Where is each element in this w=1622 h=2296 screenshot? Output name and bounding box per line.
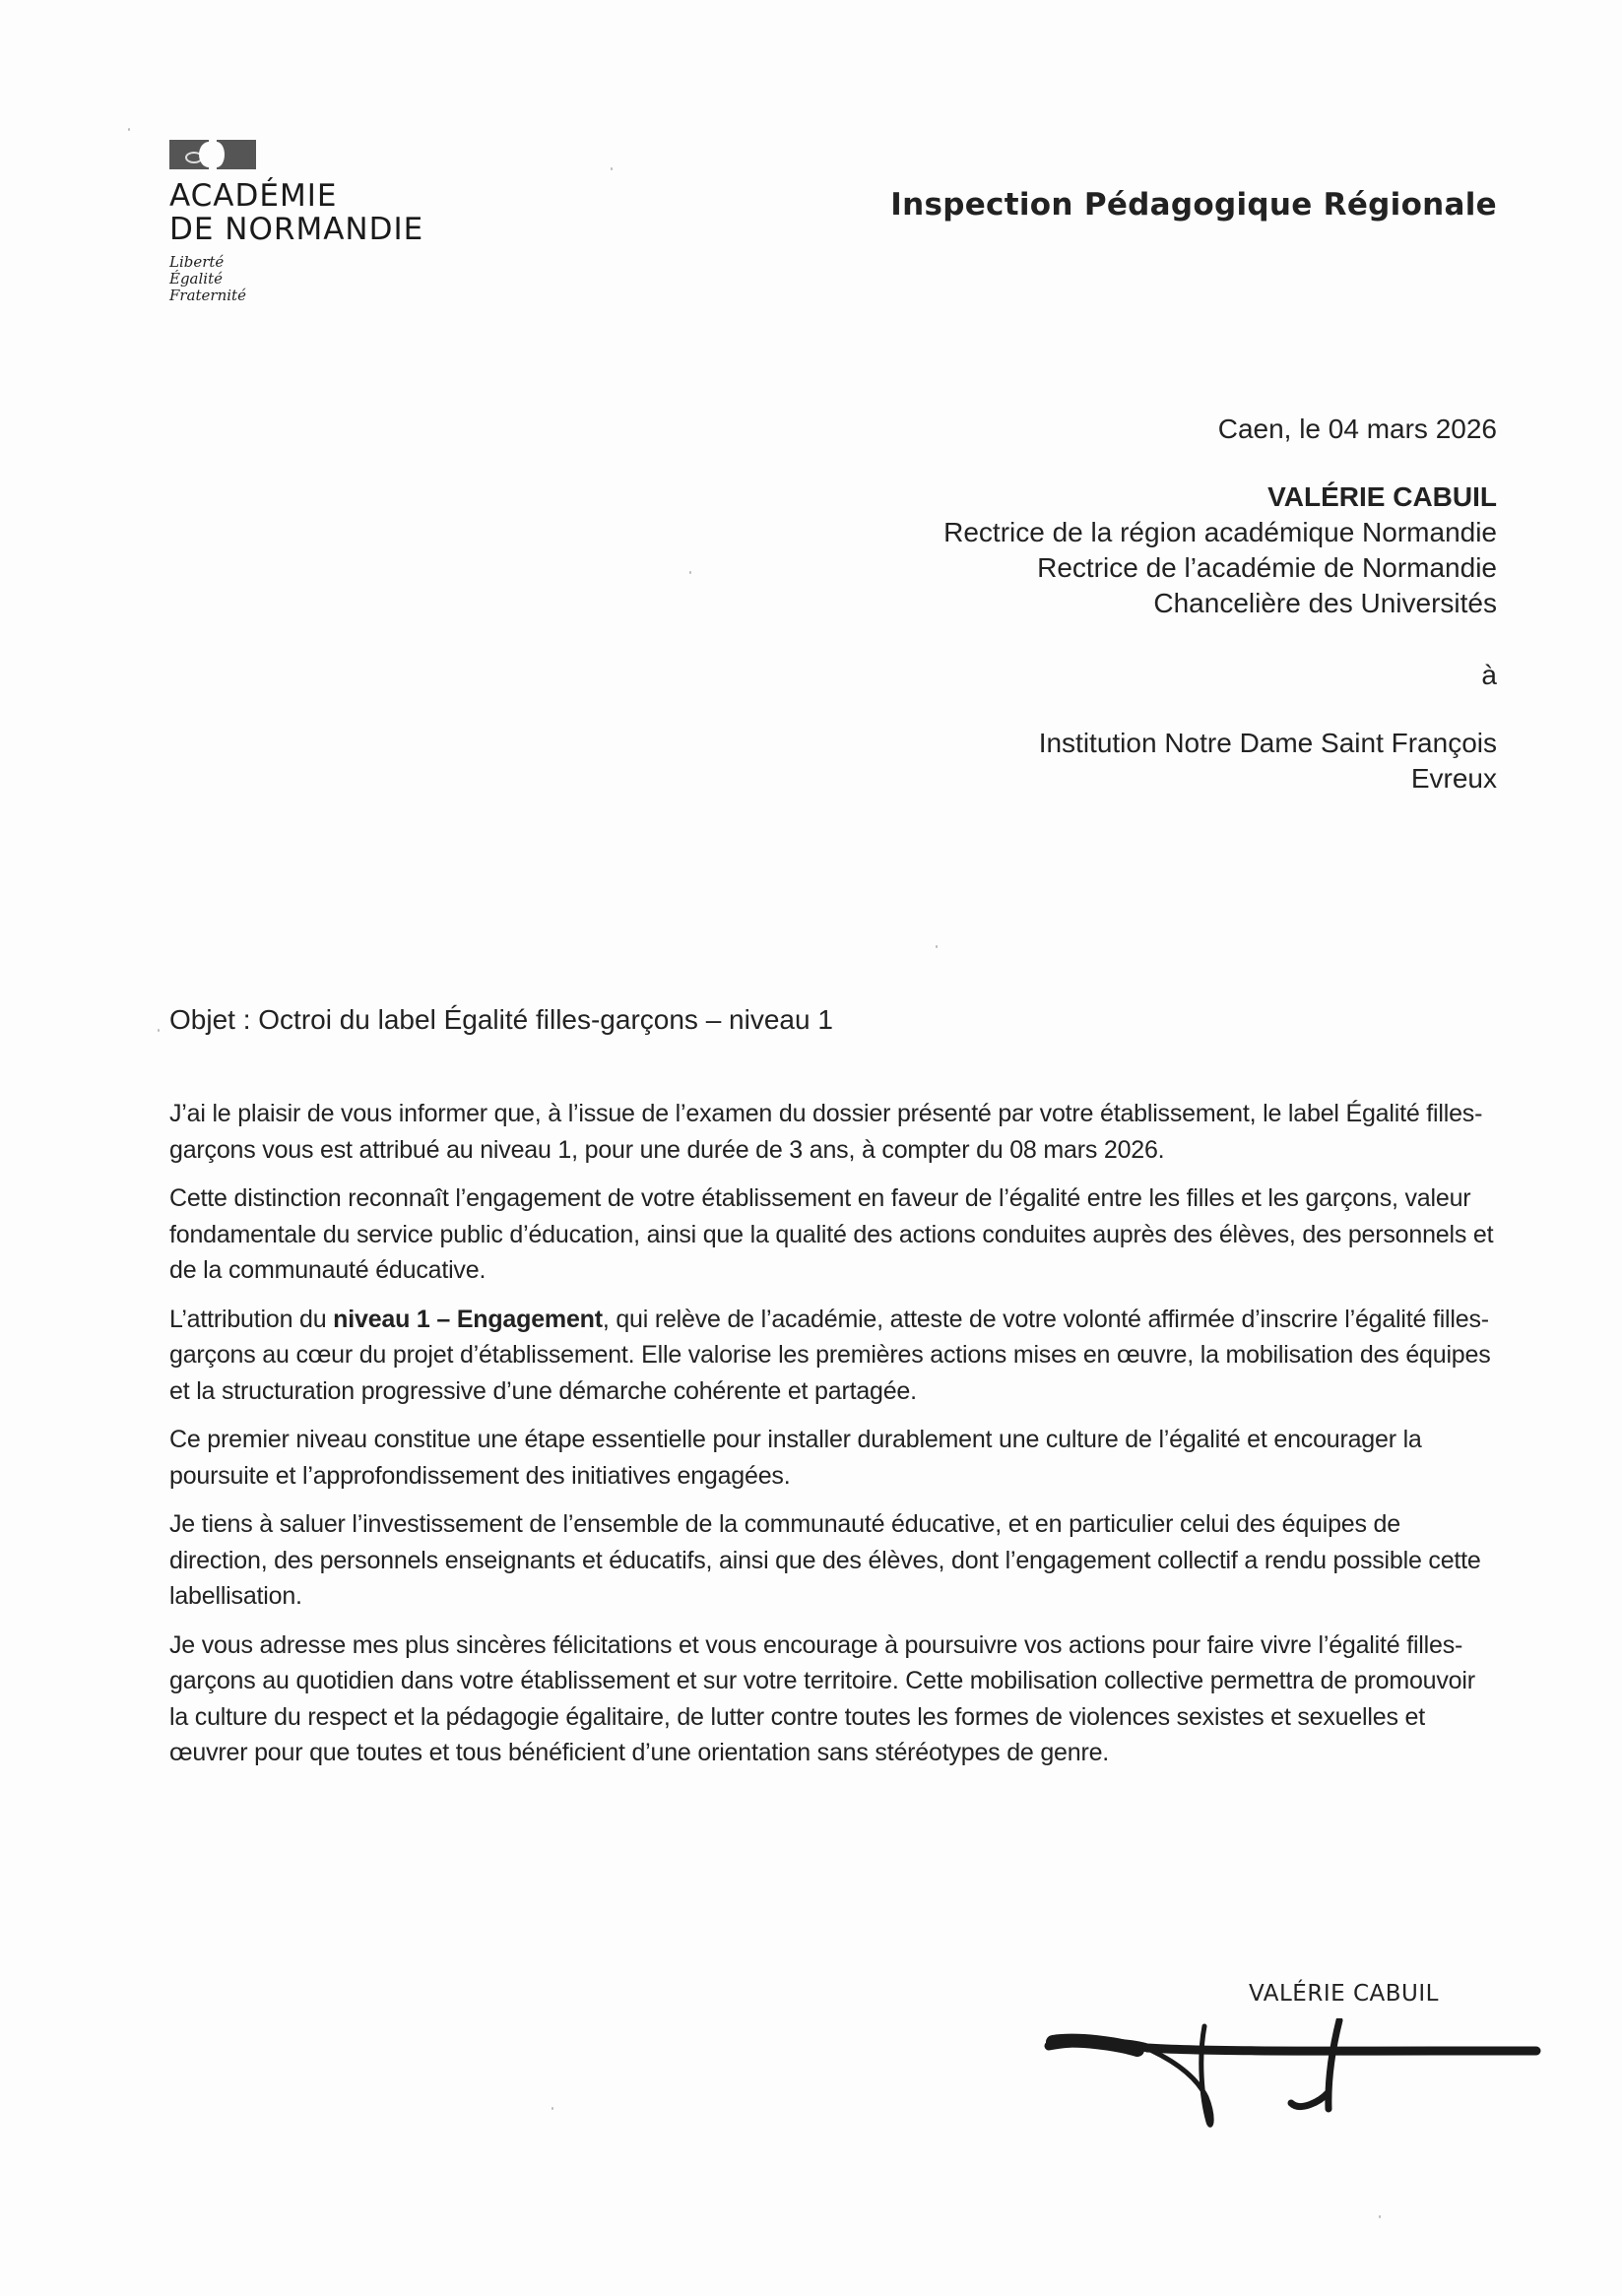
paragraph: J’ai le plaisir de vous informer que, à l’issue de l’examen du dossier présenté par votre établissement, le label Égalité filles-garçons vous est attribué au niveau 1, pour une durée de 3 ans, à compter du 08 mars 2026. xyxy=(169,1100,1483,1164)
marianne-logo-icon xyxy=(169,140,423,169)
paragraph: Ce premier niveau constitue une étape essentielle pour installer durablement une culture de l’égalité et encourager la poursuite et l’approfondissement des initiatives engagées. xyxy=(169,1426,1422,1490)
scan-speck xyxy=(611,167,613,170)
sender-title: Rectrice de la région académique Normandie xyxy=(943,517,1497,547)
paragraph-text: , qui relève de l’académie, atteste de votre volonté affirmée d’inscrire l’égalité filles-garçons au cœur du projet d’établissement. Elle valorise les premières actions mises en œuvre, la mobilisation des équipes et la structuration progressive d’une démarche cohérente et partagée. xyxy=(169,1305,1491,1405)
paragraph: Cette distinction reconnaît l’engagement de votre établissement en faveur de l’égalité entre les filles et les garçons, valeur fondamentale du service public d’éducation, ainsi que la qualité des actions conduites auprès des élèves, des personnels et de la communauté éducative. xyxy=(169,1184,1494,1284)
scan-speck xyxy=(551,2107,553,2110)
sender-name: VALÉRIE CABUIL xyxy=(1267,481,1497,512)
recipient-name: Institution Notre Dame Saint François xyxy=(1038,728,1497,758)
recipient-block xyxy=(1039,726,1497,797)
motto-liberte: Liberté xyxy=(169,253,225,271)
paragraph: Je tiens à saluer l’investissement de l’ensemble de la communauté éducative, et en particulier celui des équipes de direction, des personnels enseignants et éducatifs, ainsi que des élèves, dont l’engagement collectif a rendu possible cette labellisation. xyxy=(169,1510,1481,1610)
place-date: Caen, le 04 mars 2026 xyxy=(1217,414,1497,444)
logo-title xyxy=(169,179,423,246)
handwritten-signature-icon xyxy=(1039,2018,1551,2146)
level-highlight: niveau 1 – Engagement xyxy=(333,1305,603,1333)
service-title: Inspection Pédagogique Régionale xyxy=(890,187,1497,223)
recipient-city: Evreux xyxy=(1410,763,1497,794)
sender-title: Chancelière des Universités xyxy=(1153,588,1497,618)
signatory-name: VALÉRIE CABUIL xyxy=(1249,1981,1439,2007)
paragraph-text: L’attribution du xyxy=(169,1305,334,1333)
paragraph: Je vous adresse mes plus sincères félicitations et vous encourage à poursuivre vos actions pour faire vivre l’égalité filles-garçons au quotidien dans votre établissement et sur votre territoire. Cette mobilisation collective permettra de promouvoir la culture du respect et la pédagogie égalitaire, de lutter contre toutes les formes de violences sexistes et sexuelles et œuvrer pour que toutes et tous bénéficient d’une orientation sans stéréotypes de genre. xyxy=(169,1630,1475,1766)
republic-motto xyxy=(169,254,423,304)
to-mark: à xyxy=(1481,660,1497,690)
letter-body xyxy=(169,1096,1499,1784)
scan-speck xyxy=(1379,2215,1381,2218)
scan-speck xyxy=(158,1029,160,1032)
scan-speck xyxy=(936,945,938,948)
scan-speck xyxy=(689,571,691,574)
sender-block xyxy=(943,479,1497,621)
sender-title: Rectrice de l’académie de Normandie xyxy=(1037,552,1497,583)
logo-title-line1: ACADÉMIE xyxy=(169,178,338,214)
motto-fraternite: Fraternité xyxy=(169,287,246,304)
logo-title-line2: DE NORMANDIE xyxy=(169,212,424,247)
letter-subject: Objet : Octroi du label Égalité filles-garçons – niveau 1 xyxy=(169,1004,833,1035)
academie-logo xyxy=(169,140,423,304)
scan-speck xyxy=(128,128,130,131)
motto-egalite: Égalité xyxy=(169,270,223,287)
paragraph xyxy=(169,1302,1499,1410)
